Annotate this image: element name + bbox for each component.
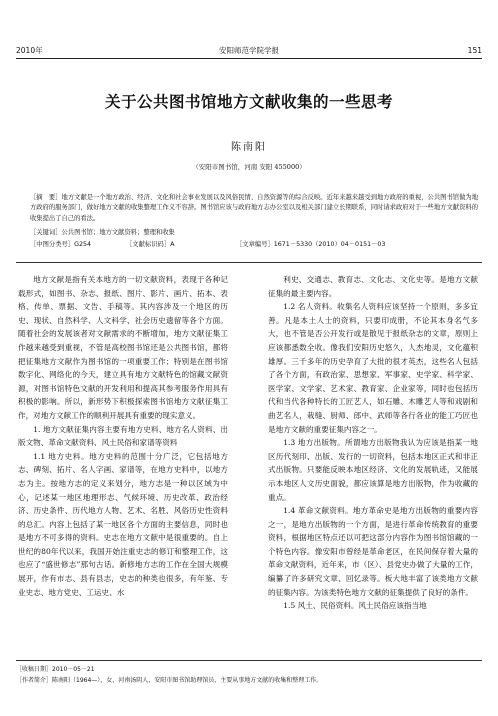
clc-number: ［中图分类号］G254 [30, 241, 91, 248]
section-heading: 1. 地方文献征集内容主要有地方史料、地方名人资料、出版文物、革命文献资料、风土民俗和家谱等资料 [18, 424, 228, 448]
article-number: ［文章编号］1671－5330（2010）04－0151－03 [236, 241, 386, 248]
received-date: ［收稿日期］2010－05－21 [16, 666, 95, 673]
body-paragraph: 地方文献是指有关本地方的一切文献资料，表现于各种记载形式，如图书、杂志、报纸、图片、影片、画片、拓本、表格、传单、票据、文告、手稿等。其内容涉及一个地区的历史、现状、自然科学、人文科学、社会历史遗留等各个方面。随着社会的发展该者对文献需求的不断增加，地方文献征集工作越来越受到重视，不管是高校图书馆还是公共图书馆，都将把征集地方文献作为图书馆的一项重要工作；特别是在图书馆数字化、网络化的今天，建立具有地方文献特色的馆藏文献资源，对图书馆特色文献的开发利用和提高其参考服务作用具有积极的影响。所以，新形势下积极探索图书馆地方文献征集工作，对地方文献工作的顺利开展具有重要的现实意义。 [18, 275, 228, 420]
body-paragraph: 利史、交通志、教育志、文化志、文化史等。是地方文献征集的最主要内容。 [268, 275, 478, 298]
article-title: 关于公共图书馆地方文献收集的一些思考 [104, 92, 393, 111]
author-affiliation: （安阳市图书馆，河南 安阳 455000） [192, 163, 306, 171]
header-journal: 安阳师范学院学报 [219, 46, 279, 55]
article-author: 陈南阳 [231, 142, 267, 153]
header-page-number: 151 [467, 46, 482, 55]
abstract: ［摘 要］地方文献是一个地方政治、经济、文化和社会事业发展以及风俗民情、自然资源等的综合反映。近年来越来越受到地方政府的重视，公共图书馆做为地方政府的服务部门，做好地方文献的收集整理工作义不容辞。图书馆应该与政府地方志办公室以及相关部门建立长期联系，同时请求政府对于一些地方文献资料的收集提出了自己的看法。 [30, 194, 478, 222]
footnote-divider [16, 660, 482, 661]
section-divider [16, 262, 482, 263]
header-year: 2010年 [16, 46, 43, 55]
author-bio: ［作者简介］陈南阳（1964—），女，河南汤阴人，安阳市图书馆助理馆员，主要从事地方文献的收集和整理工作。 [16, 677, 323, 684]
classification-line [30, 240, 478, 250]
body-paragraph: 1.3 地方出版物。所谓地方出版物我认为应该是指某一地区历代刻印、出版、发行的一切资料，包括本地区正式和非正式出版物。只要能反映本地区经济、文化的发展轨迹，又能展示本地区人文历史面貌，都应该算是地方出版物，作为收藏的重点。 [268, 438, 478, 502]
body-column-right [268, 273, 478, 648]
body-paragraph: 1.1 地方史料。地方史料的范围十分广泛，它包括地方志、碑刻、拓片、名人字画、家谱等，在地方史料中，以地方志为主。按地方志的定义来划分，地方志是一种以区域为中心，记述某一地区地理形志、气候环境、历史改革、政治经济、历史条件、历代地方人物、艺术、名胜、风俗历史性资料的总汇。内容上包括了某一地区各个方面的主要信息，同时也是地方不可多得的资料。史志在地方文献中是很重要的。自上世纪的80年代以来，我国开始注重史志的修订和整理工作，这也应了“盛世修志”那句古话。新修地方志的工作在全国大规模展开，作有市志、县有县志，史志的种类也很多，有年鉴、专业史志、地方党史、工运史、水 [18, 451, 228, 597]
footnote [16, 664, 482, 686]
body-paragraph: 1.4 革命文献资料。地方革命史是地方出版物的重要内容之一，是地方出版物的一个方面，是进行革命传统教育的重要资料，根据地区特点还以可把这部分内容作为图书馆馆藏的一个特色内容。像安阳市曾经是革命老区，在民间保存着大量的革命文献资料，近年来，市（区）、县党史办做了大量的工作，编纂了许多研究文章、回忆录等。板大地丰富了该类地方文献的征集内容。为该类特色地方文献的征集提供了良好的条件。 [268, 506, 478, 597]
document-code: ［文献标识码］A [126, 241, 175, 248]
keywords: ［关键词］公共图书馆；地方文献资料；整理和收集 [30, 229, 175, 236]
body-paragraph: 1.2 名人资料。收集名人资料应该坚持一个原则，多多宜善。凡是本土人士的资料，只要印成册，不论其本身名气多大，也不管是否公开发行或是散见于报纸杂志的文章，原则上应该都悉数全收。像我们安阳历史悠久，人杰地灵，文化蕴积雄厚。三千多年的历史孕育了大批的很才英杰，这些名人包括了各个方面，有政治家、思想家、军事家、史学家、科学家、医学家、文学家、艺术家、教育家、企业家等，同时也包括历代和当代各种特长的工匠艺人，如石雕、木雕艺人等和戏剧和曲艺名人，栽缝、厨师、郎中、武师等各行各业的能工巧匠也是地方文献的重要征集内容之一。 [268, 302, 478, 434]
body-column-left [18, 273, 228, 648]
running-header [16, 44, 482, 59]
body-paragraph: 1.5 风土、民俗资料。风土民俗应该指当地 [283, 601, 427, 611]
